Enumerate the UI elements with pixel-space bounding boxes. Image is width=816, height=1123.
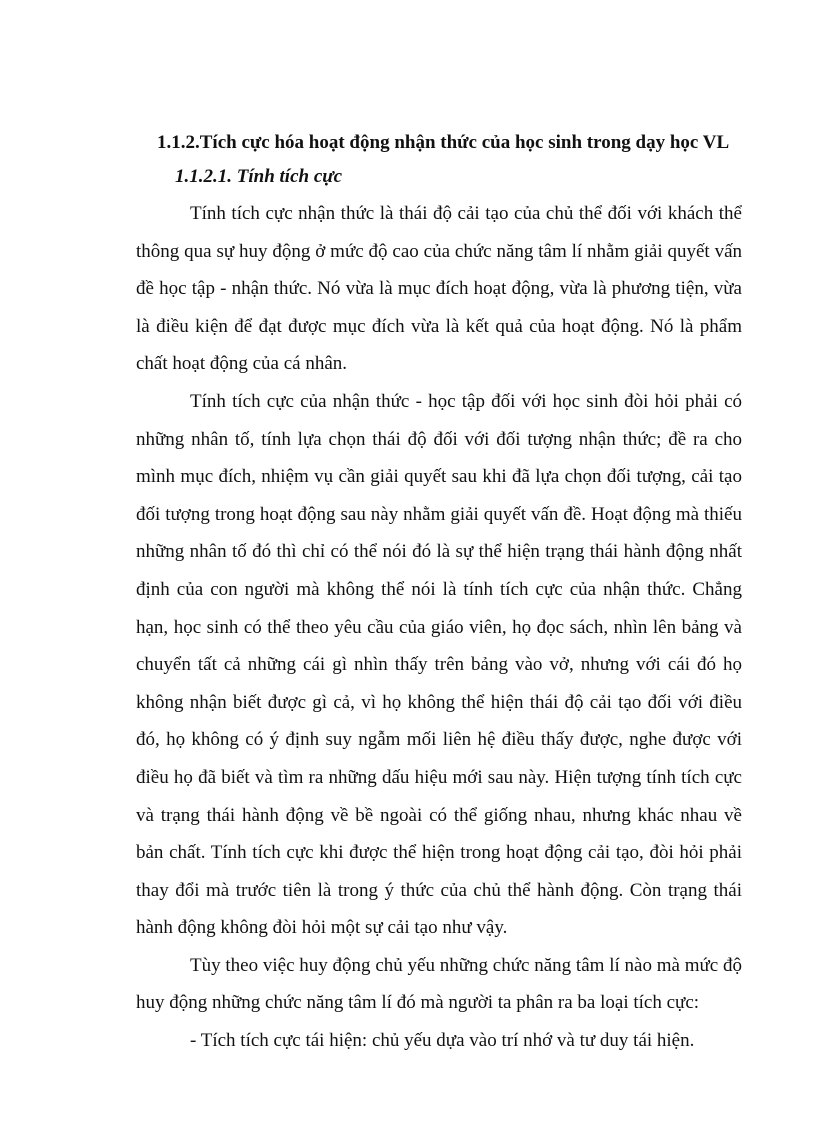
list-item: - Tích tích cực tái hiện: chủ yếu dựa vào trí nhớ và tư duy tái hiện. — [190, 1030, 695, 1052]
section-heading: 1.1.2.Tích cực hóa hoạt động nhận thức của học sinh trong dạy học VL — [157, 132, 730, 153]
body-text — [136, 195, 742, 1060]
paragraph: Tính tích cực của nhận thức - học tập đối với học sinh đòi hỏi phải có những nhân tố, tính lựa chọn thái độ đối với đối tượng nhận thức; đề ra cho mình mục đích, nhiệm vụ cần giải quyết sau khi đã lựa chọn đối tượng, cải tạo đối tượng trong hoạt động sau này nhằm giải quyết vấn đề. Hoạt động mà thiếu những nhân tố đó thì chỉ có thể nói đó là sự thể hiện trạng thái hành động nhất định của con người mà không thể nói là tính tích cực của nhận thức. Chẳng hạn, học sinh có thể theo yêu cầu của giáo viên, họ đọc sách, nhìn lên bảng và chuyển tất cả những cái gì nhìn thấy trên bảng vào vở, nhưng với cái đó họ không nhận biết được gì cả, vì họ không thể hiện thái độ cải tạo đối với điều đó, họ không có ý định suy ngẫm mối liên hệ điều thấy được, nghe được với điều họ đã biết và tìm ra những dấu hiệu mới sau này. Hiện tượng tính tích cực và trạng thái hành động về bề ngoài có thể giống nhau, nhưng khác nhau về bản chất. Tính tích cực khi được thể hiện trong hoạt động cải tạo, đòi hỏi phải thay đổi mà trước tiên là trong ý thức của chủ thể hành động. Còn trạng thái hành động không đòi hỏi một sự cải tạo như vậy. — [136, 390, 742, 939]
paragraph: Tính tích cực nhận thức là thái độ cải tạo của chủ thể đối với khách thể thông qua sự huy động ở mức độ cao của chức năng tâm lí nhằm giải quyết vấn đề học tập - nhận thức. Nó vừa là mục đích hoạt động, vừa là phương tiện, vừa là điều kiện để đạt được mục đích vừa là kết quả của hoạt động. Nó là phẩm chất hoạt động của cá nhân. — [136, 203, 742, 375]
paragraph: Tùy theo việc huy động chủ yếu những chức năng tâm lí nào mà mức độ huy động những chức năng tâm lí đó mà người ta phân ra ba loại tích cực: — [136, 954, 742, 1014]
subsection-heading: 1.1.2.1. Tính tích cực — [175, 166, 343, 187]
